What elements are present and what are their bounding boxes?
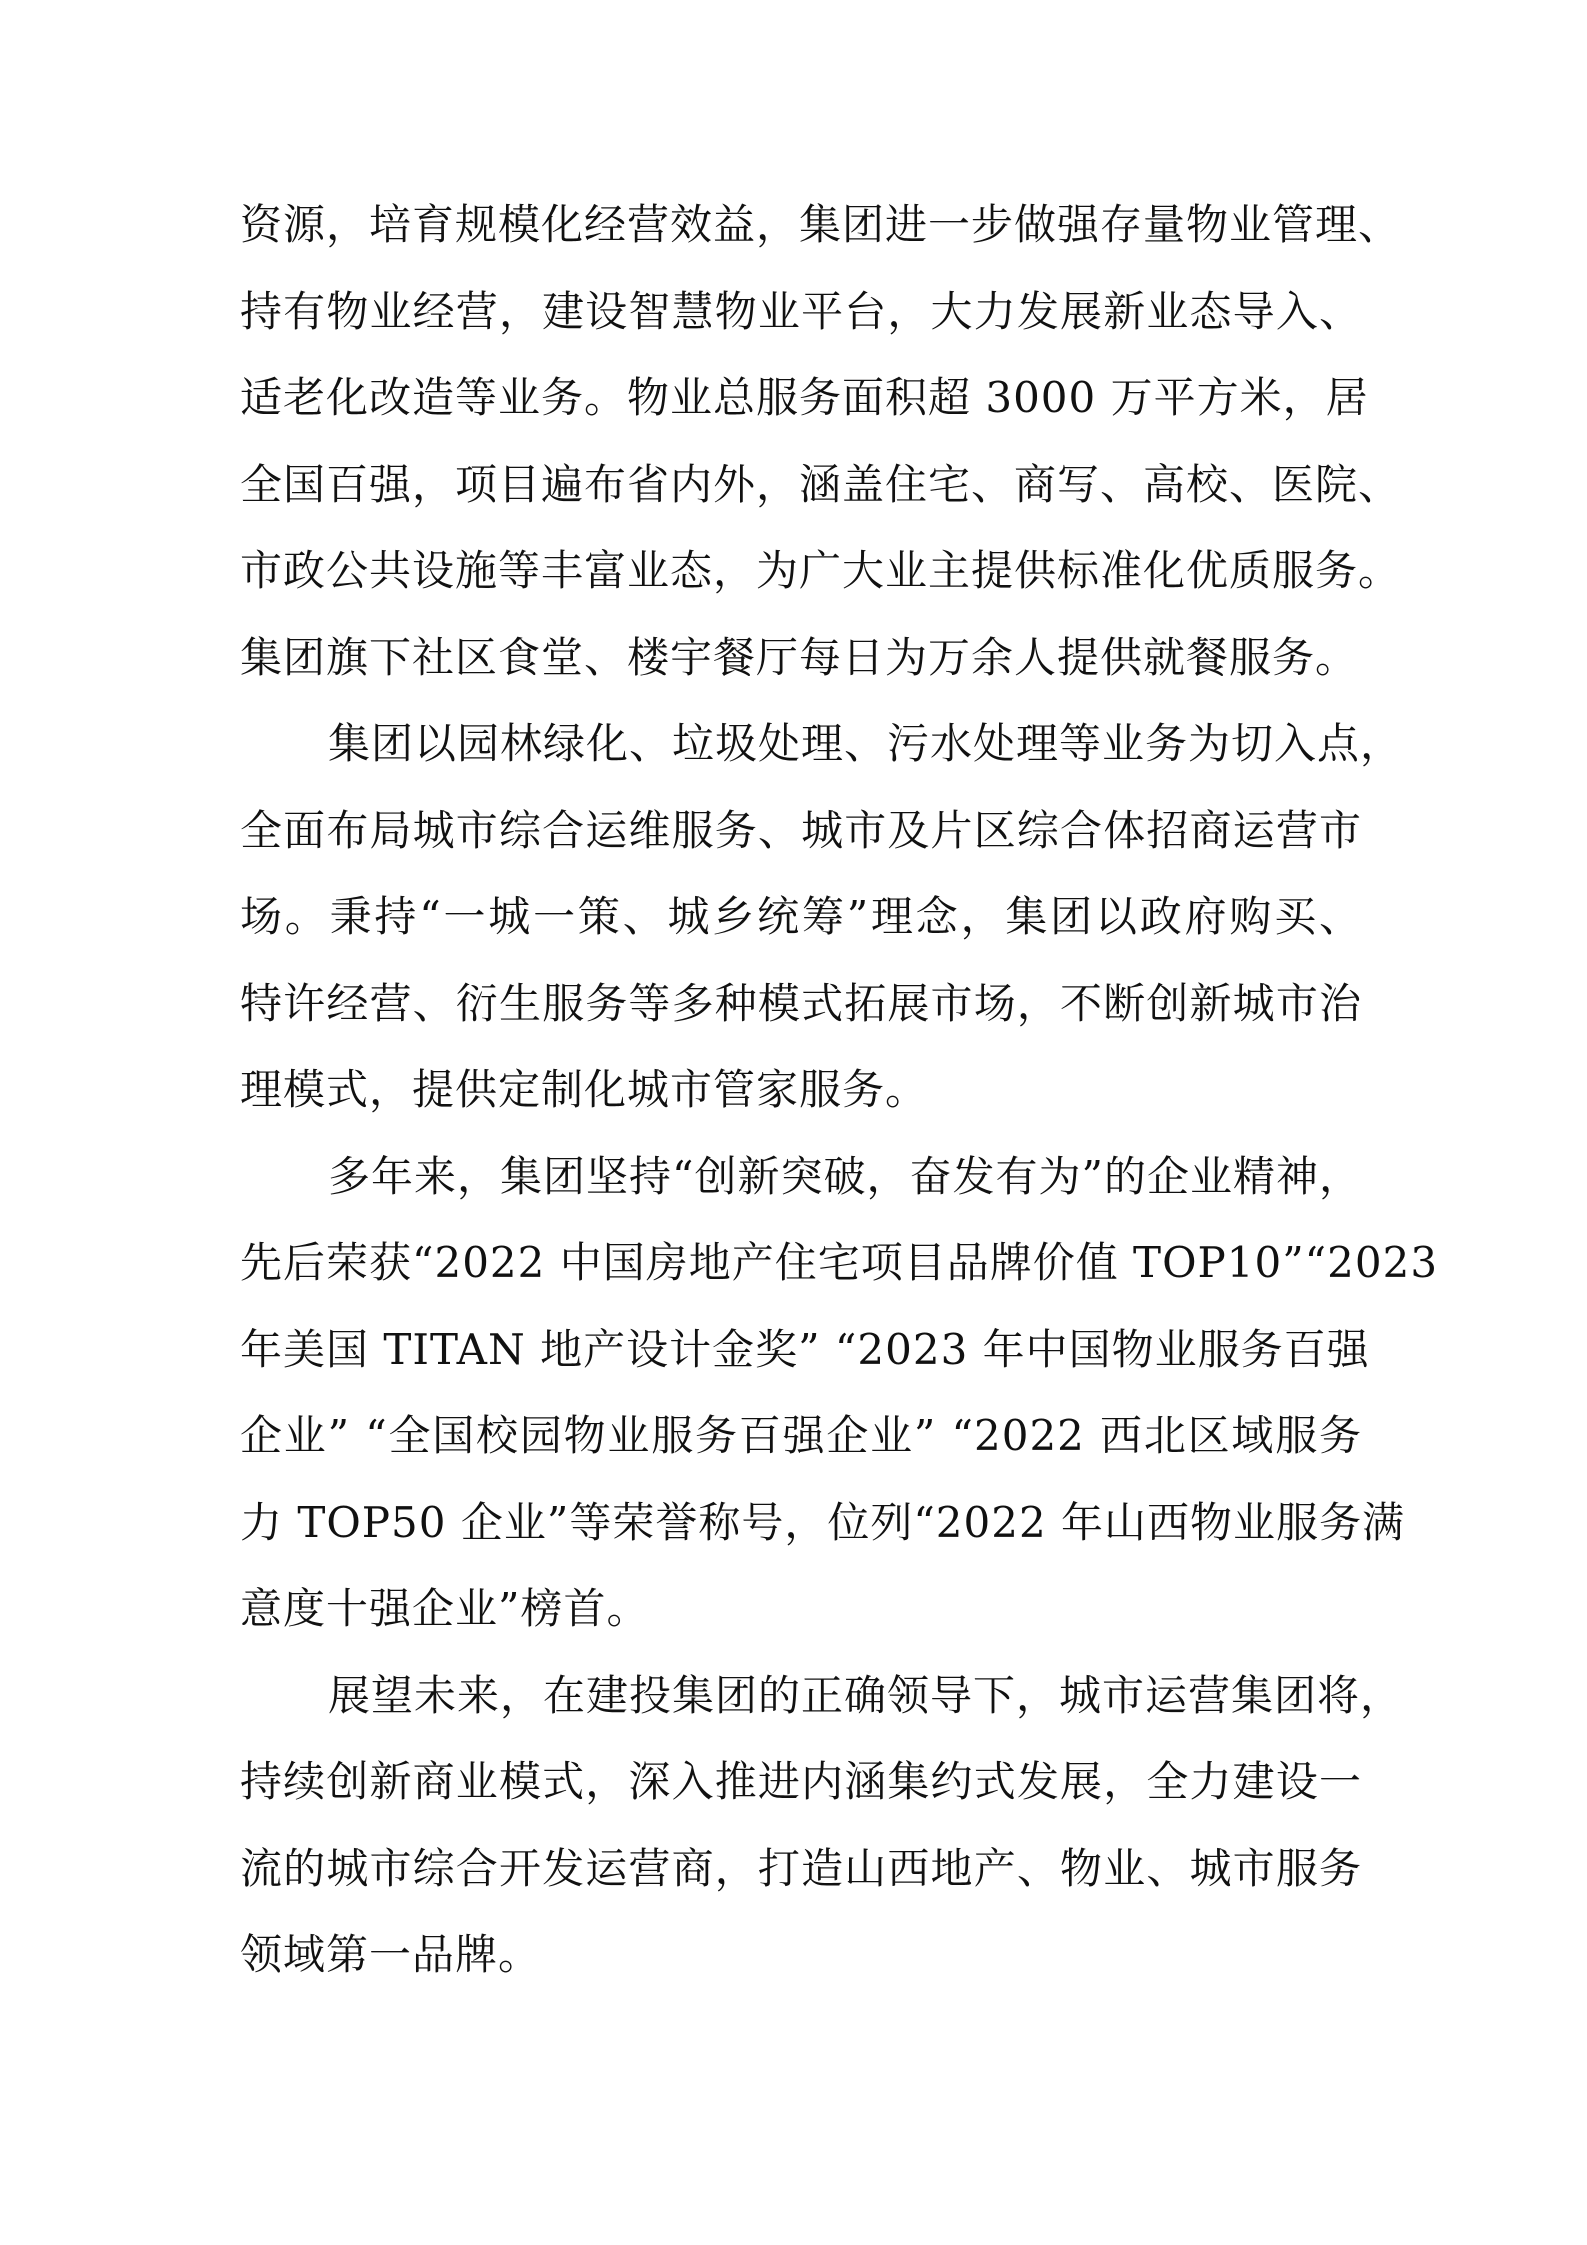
text-line: 力 TOP50 企业”等荣誉称号，位列“2022 年山西物业服务满	[240, 1497, 1406, 1547]
text-line: 展望未来，在建投集团的正确领导下，城市运营集团将，	[328, 1670, 1404, 1720]
text-line: 意度十强企业”榜首。	[240, 1584, 650, 1633]
text-line: 先后荣获“2022 中国房地产住宅项目品牌价值 TOP10”“2023	[240, 1238, 1439, 1287]
paragraph-property-services	[240, 182, 1402, 701]
text-line: 特许经营、衍生服务等多种模式拓展市场，不断创新城市治	[240, 978, 1362, 1028]
text-line: 适老化改造等业务。物业总服务面积超 3000 万平方米，居	[240, 373, 1369, 422]
text-line: 领域第一品牌。	[240, 1930, 542, 1979]
text-line: 年美国 TITAN 地产设计金奖” “2023 年中国物业服务百强	[240, 1324, 1370, 1374]
document-page	[240, 182, 1439, 1999]
text-line: 集团以园林绿化、垃圾处理、污水处理等业务为切入点，	[328, 719, 1404, 768]
text-line: 流的城市综合开发运营商，打造山西地产、物业、城市服务	[240, 1843, 1362, 1893]
text-line: 市政公共设施等丰富业态，为广大业主提供标准化优质服务。	[240, 546, 1402, 595]
text-line: 集团旗下社区食堂、楼宇餐厅每日为万余人提供就餐服务。	[240, 632, 1359, 682]
text-line: 全面布局城市综合运维服务、城市及片区综合体招商运营市	[240, 805, 1362, 855]
paragraph-outlook	[240, 1653, 1404, 1999]
paragraph-honors	[240, 1134, 1439, 1653]
text-line: 多年来，集团坚持“创新突破，奋发有为”的企业精神，	[328, 1151, 1362, 1201]
text-line: 理模式，提供定制化城市管家服务。	[240, 1065, 929, 1114]
text-line: 持续创新商业模式，深入推进内涵集约式发展，全力建设一	[240, 1757, 1362, 1806]
text-line: 资源，培育规模化经营效益，集团进一步做强存量物业管理、	[240, 200, 1402, 249]
text-line: 持有物业经营，建设智慧物业平台，大力发展新业态导入、	[240, 286, 1362, 336]
paragraph-city-services	[240, 701, 1404, 1134]
text-line: 场。秉持“一城一策、城乡统筹”理念，集团以政府购买、	[240, 892, 1362, 941]
text-line: 企业” “全国校园物业服务百强企业” “2022 西北区域服务	[240, 1411, 1362, 1460]
text-line: 全国百强，项目遍布省内外，涵盖住宅、商写、高校、医院、	[240, 459, 1402, 509]
